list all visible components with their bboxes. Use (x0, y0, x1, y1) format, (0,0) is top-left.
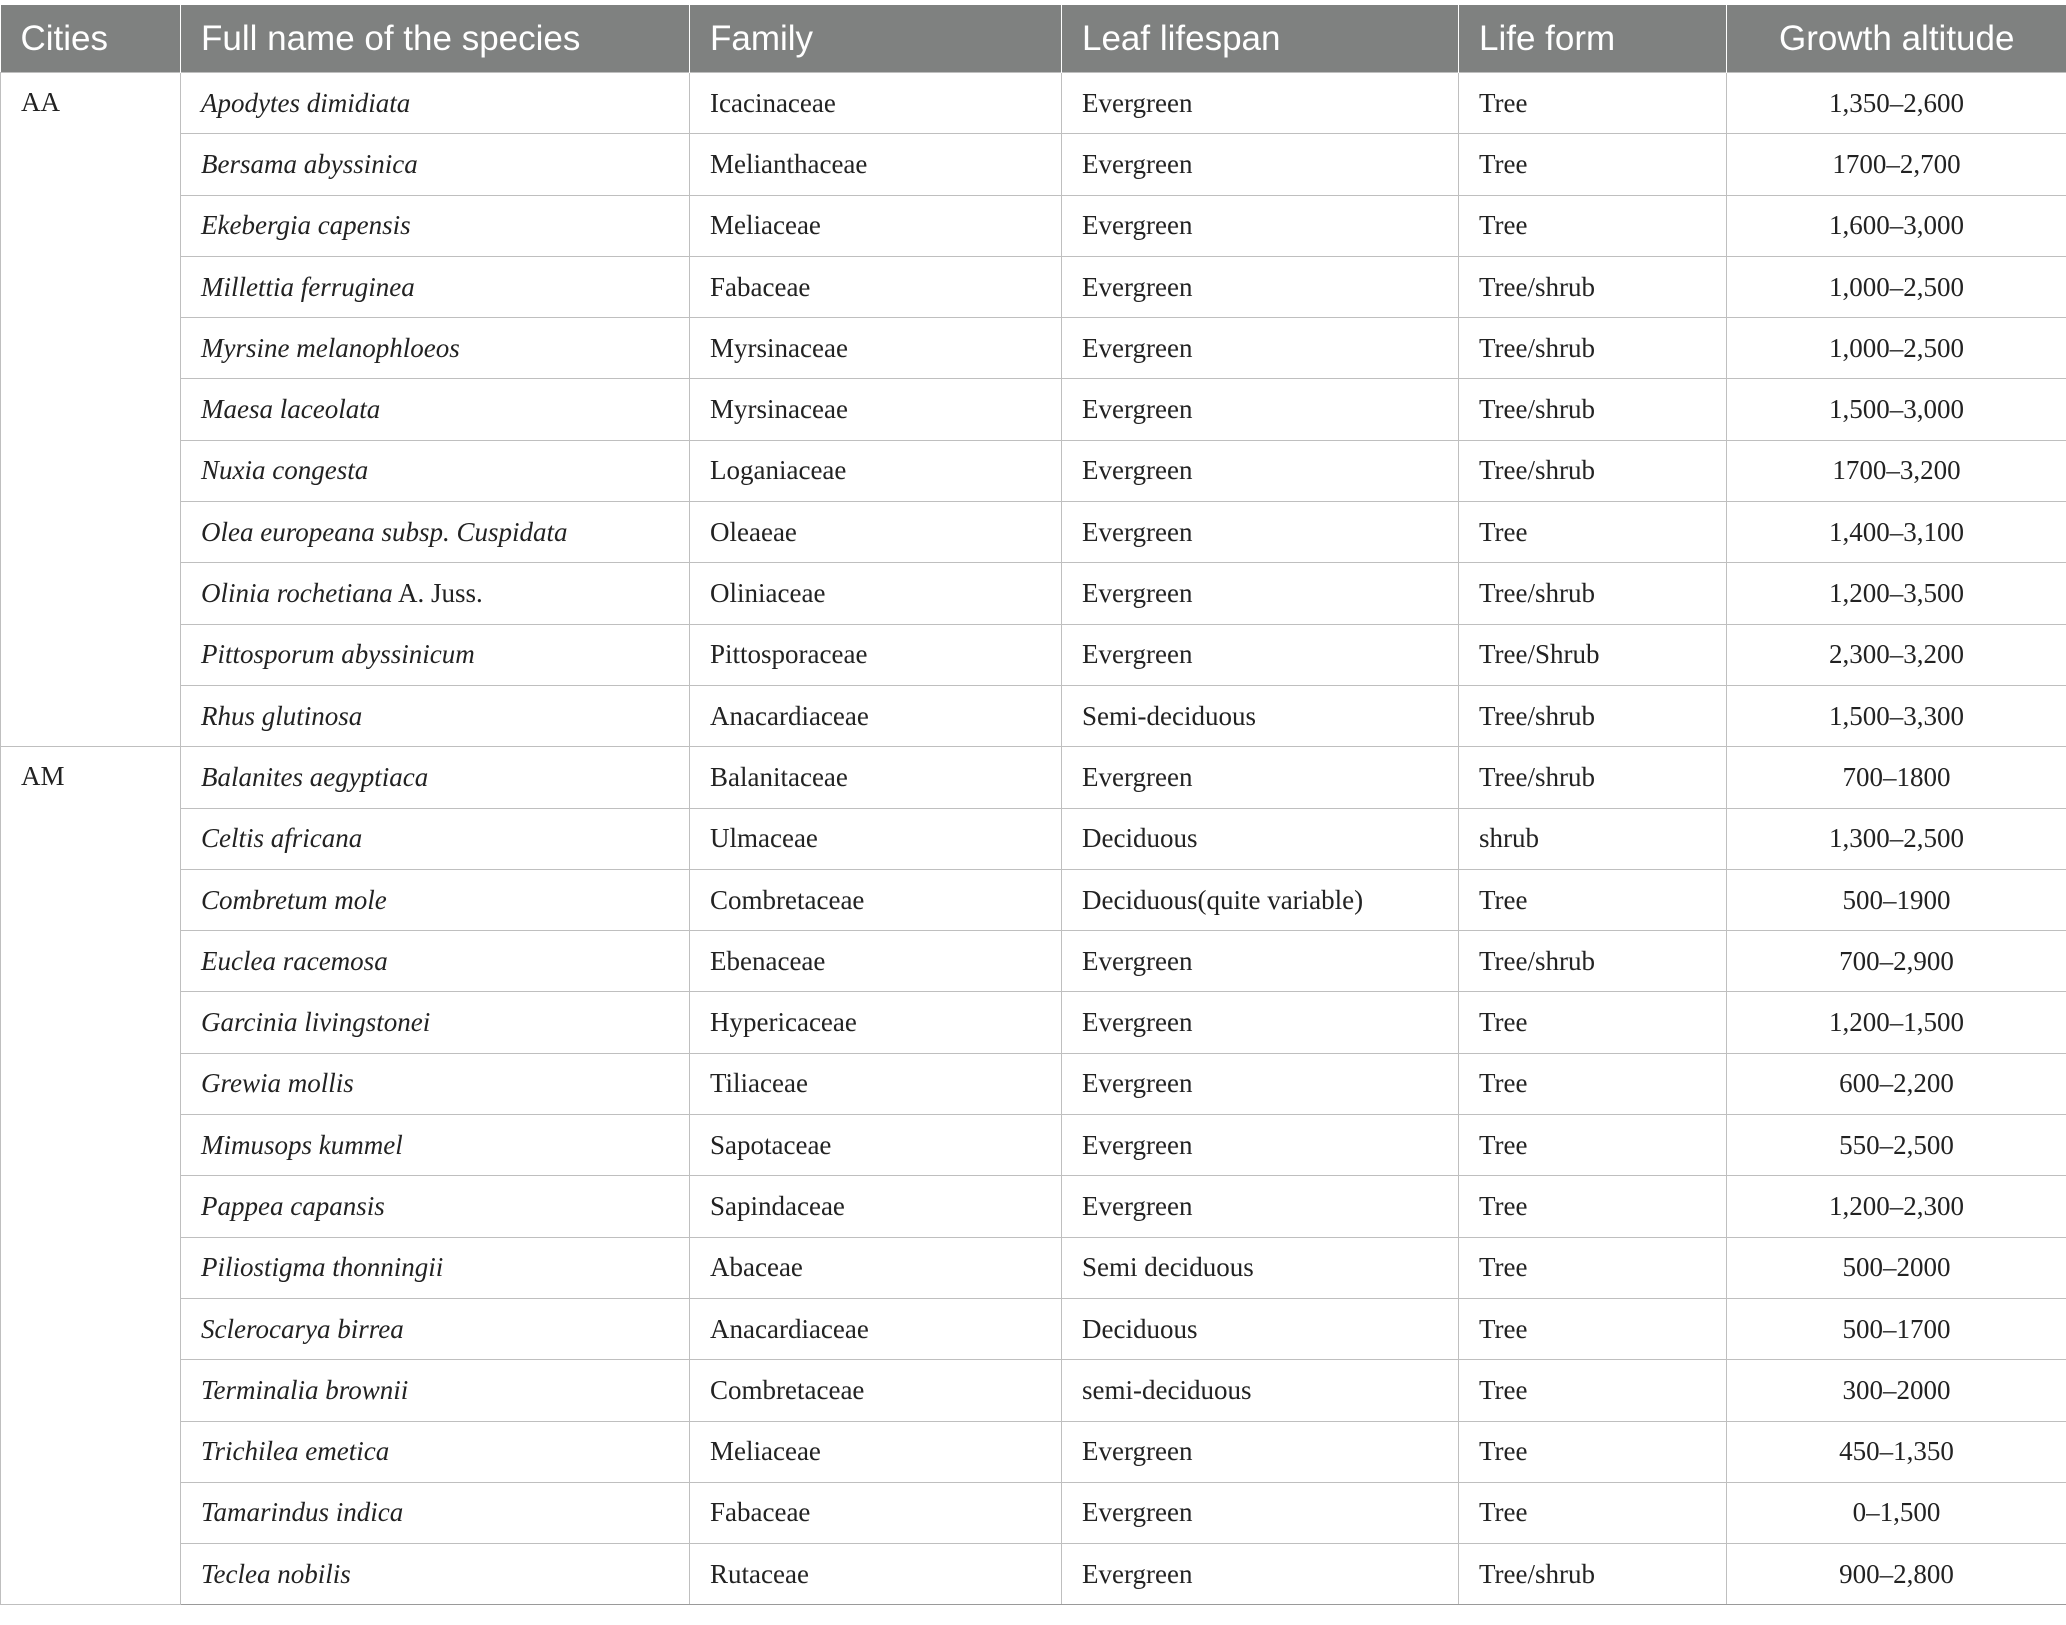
family-cell: Sapindaceae (690, 1176, 1062, 1237)
species-name: Rhus glutinosa (201, 700, 363, 731)
life-form-cell: Tree (1459, 502, 1727, 563)
species-cell (181, 931, 690, 992)
growth-altitude-cell: 450–1,350 (1727, 1421, 2066, 1482)
life-form-cell: Tree/shrub (1459, 1544, 1727, 1605)
table-row (1, 379, 2066, 440)
life-form-cell: Tree (1459, 1176, 1727, 1237)
table-row (1, 1053, 2066, 1114)
species-name: Ekebergia capensis (201, 210, 411, 241)
family-cell: Combretaceae (690, 1360, 1062, 1421)
species-cell (181, 134, 690, 195)
species-name: Piliostigma thonningii (201, 1252, 444, 1283)
family-cell: Ebenaceae (690, 931, 1062, 992)
species-name: Euclea racemosa (201, 945, 388, 976)
header-row (1, 5, 2066, 73)
life-form-cell: Tree/shrub (1459, 379, 1727, 440)
growth-altitude-cell: 1700–2,700 (1727, 134, 2066, 195)
table-row (1, 992, 2066, 1053)
life-form-cell: Tree (1459, 1053, 1727, 1114)
table-row (1, 134, 2066, 195)
table-row (1, 808, 2066, 869)
species-cell (181, 563, 690, 624)
leaf-lifespan-cell: Deciduous (1062, 1298, 1459, 1359)
family-cell: Ulmaceae (690, 808, 1062, 869)
family-cell: Tiliaceae (690, 1053, 1062, 1114)
family-cell: Myrsinaceae (690, 379, 1062, 440)
species-cell (181, 256, 690, 317)
growth-altitude-cell: 1,200–3,500 (1727, 563, 2066, 624)
species-cell (181, 1421, 690, 1482)
leaf-lifespan-cell: Evergreen (1062, 1115, 1459, 1176)
species-cell (181, 440, 690, 501)
species-name: Bersama abyssinica (201, 148, 418, 179)
species-cell (181, 1298, 690, 1359)
table-row (1, 195, 2066, 256)
life-form-cell: Tree/shrub (1459, 563, 1727, 624)
leaf-lifespan-cell: Evergreen (1062, 1176, 1459, 1237)
table-body (1, 73, 2066, 1605)
family-cell: Meliaceae (690, 1421, 1062, 1482)
leaf-lifespan-cell: Evergreen (1062, 992, 1459, 1053)
species-name: Millettia ferruginea (201, 271, 415, 302)
life-form-cell: Tree/Shrub (1459, 624, 1727, 685)
family-cell: Melianthaceae (690, 134, 1062, 195)
family-cell: Loganiaceae (690, 440, 1062, 501)
life-form-cell: Tree (1459, 1115, 1727, 1176)
header-species: Full name of the species (181, 5, 690, 73)
species-name: Apodytes dimidiata (201, 87, 411, 118)
growth-altitude-cell: 1,500–3,000 (1727, 379, 2066, 440)
species-cell (181, 318, 690, 379)
table-row (1, 563, 2066, 624)
species-cell (181, 379, 690, 440)
life-form-cell: Tree/shrub (1459, 931, 1727, 992)
table-row (1, 318, 2066, 379)
family-cell: Combretaceae (690, 869, 1062, 930)
table-row (1, 440, 2066, 501)
leaf-lifespan-cell: Evergreen (1062, 1421, 1459, 1482)
leaf-lifespan-cell: Evergreen (1062, 1053, 1459, 1114)
growth-altitude-cell: 1,200–2,300 (1727, 1176, 2066, 1237)
species-cell (181, 73, 690, 134)
family-cell: Oliniaceae (690, 563, 1062, 624)
table-row (1, 685, 2066, 746)
header-cities: Cities (1, 5, 181, 73)
leaf-lifespan-cell: Evergreen (1062, 256, 1459, 317)
leaf-lifespan-cell: Evergreen (1062, 624, 1459, 685)
species-name: Pappea capansis (201, 1190, 385, 1221)
species-cell (181, 869, 690, 930)
leaf-lifespan-cell: Evergreen (1062, 931, 1459, 992)
species-table (0, 5, 2066, 1605)
family-cell: Fabaceae (690, 256, 1062, 317)
life-form-cell: shrub (1459, 808, 1727, 869)
family-cell: Abaceae (690, 1237, 1062, 1298)
life-form-cell: Tree (1459, 1421, 1727, 1482)
species-cell (181, 685, 690, 746)
family-cell: Pittosporaceae (690, 624, 1062, 685)
family-cell: Oleaeae (690, 502, 1062, 563)
life-form-cell: Tree/shrub (1459, 747, 1727, 808)
life-form-cell: Tree (1459, 195, 1727, 256)
growth-altitude-cell: 500–1700 (1727, 1298, 2066, 1359)
life-form-cell: Tree (1459, 1237, 1727, 1298)
species-name: Mimusops kummel (201, 1129, 403, 1160)
life-form-cell: Tree (1459, 992, 1727, 1053)
species-cell (181, 747, 690, 808)
table-row (1, 869, 2066, 930)
species-cell (181, 624, 690, 685)
species-name: Tamarindus indica (201, 1497, 404, 1528)
family-cell: Fabaceae (690, 1482, 1062, 1543)
species-cell (181, 1115, 690, 1176)
leaf-lifespan-cell: Deciduous (1062, 808, 1459, 869)
family-cell: Balanitaceae (690, 747, 1062, 808)
life-form-cell: Tree/shrub (1459, 440, 1727, 501)
table-header (1, 5, 2066, 73)
growth-altitude-cell: 1,000–2,500 (1727, 318, 2066, 379)
life-form-cell: Tree/shrub (1459, 318, 1727, 379)
species-cell (181, 1544, 690, 1605)
table-row (1, 747, 2066, 808)
species-name: Maesa laceolata (201, 394, 381, 425)
leaf-lifespan-cell: Evergreen (1062, 440, 1459, 501)
species-name: Combretum mole (201, 884, 387, 915)
leaf-lifespan-cell: Semi deciduous (1062, 1237, 1459, 1298)
growth-altitude-cell: 700–2,900 (1727, 931, 2066, 992)
header-leaf-lifespan: Leaf lifespan (1062, 5, 1459, 73)
species-name: Teclea nobilis (201, 1558, 351, 1589)
table-row (1, 73, 2066, 134)
species-cell (181, 992, 690, 1053)
leaf-lifespan-cell: Evergreen (1062, 502, 1459, 563)
header-family: Family (690, 5, 1062, 73)
table-row (1, 931, 2066, 992)
species-cell (181, 1053, 690, 1114)
city-cell: AA (1, 73, 181, 747)
species-name: Terminalia brownii (201, 1374, 409, 1405)
life-form-cell: Tree/shrub (1459, 685, 1727, 746)
table-row (1, 1360, 2066, 1421)
growth-altitude-cell: 0–1,500 (1727, 1482, 2066, 1543)
table-row (1, 502, 2066, 563)
life-form-cell: Tree (1459, 1360, 1727, 1421)
species-name: Trichilea emetica (201, 1436, 390, 1467)
table-row (1, 1544, 2066, 1605)
family-cell: Anacardiaceae (690, 1298, 1062, 1359)
growth-altitude-cell: 1,350–2,600 (1727, 73, 2066, 134)
table-row (1, 1482, 2066, 1543)
family-cell: Anacardiaceae (690, 685, 1062, 746)
species-name: Celtis africana (201, 823, 363, 854)
table-row (1, 1421, 2066, 1482)
species-cell (181, 195, 690, 256)
family-cell: Myrsinaceae (690, 318, 1062, 379)
species-cell (181, 502, 690, 563)
growth-altitude-cell: 500–2000 (1727, 1237, 2066, 1298)
species-name: Sclerocarya birrea (201, 1313, 404, 1344)
life-form-cell: Tree (1459, 869, 1727, 930)
table-row (1, 1176, 2066, 1237)
growth-altitude-cell: 1700–3,200 (1727, 440, 2066, 501)
life-form-cell: Tree (1459, 73, 1727, 134)
growth-altitude-cell: 1,500–3,300 (1727, 685, 2066, 746)
species-name: Balanites aegyptiaca (201, 761, 429, 792)
species-cell (181, 808, 690, 869)
growth-altitude-cell: 900–2,800 (1727, 1544, 2066, 1605)
leaf-lifespan-cell: Evergreen (1062, 73, 1459, 134)
species-cell (181, 1176, 690, 1237)
species-name: Pittosporum abyssinicum (201, 639, 475, 670)
leaf-lifespan-cell: semi-deciduous (1062, 1360, 1459, 1421)
life-form-cell: Tree (1459, 134, 1727, 195)
species-name: Garcinia livingstonei (201, 1007, 431, 1038)
species-name: Olea europeana subsp. Cuspidata (201, 516, 568, 547)
growth-altitude-cell: 1,000–2,500 (1727, 256, 2066, 317)
table-row (1, 1298, 2066, 1359)
table-row (1, 624, 2066, 685)
growth-altitude-cell: 1,300–2,500 (1727, 808, 2066, 869)
species-name: Myrsine melanophloeos (201, 332, 460, 363)
table-row (1, 1115, 2066, 1176)
species-author: A. Juss. (392, 578, 483, 609)
header-life-form: Life form (1459, 5, 1727, 73)
leaf-lifespan-cell: Evergreen (1062, 379, 1459, 440)
leaf-lifespan-cell: Semi-deciduous (1062, 685, 1459, 746)
leaf-lifespan-cell: Evergreen (1062, 318, 1459, 379)
leaf-lifespan-cell: Evergreen (1062, 747, 1459, 808)
species-name: Olinia rochetiana (201, 578, 393, 609)
growth-altitude-cell: 1,400–3,100 (1727, 502, 2066, 563)
family-cell: Hypericaceae (690, 992, 1062, 1053)
life-form-cell: Tree (1459, 1298, 1727, 1359)
species-name: Grewia mollis (201, 1068, 354, 1099)
table-row (1, 1237, 2066, 1298)
growth-altitude-cell: 1,600–3,000 (1727, 195, 2066, 256)
growth-altitude-cell: 600–2,200 (1727, 1053, 2066, 1114)
growth-altitude-cell: 1,200–1,500 (1727, 992, 2066, 1053)
header-growth-altitude: Growth altitude (1727, 5, 2066, 73)
leaf-lifespan-cell: Evergreen (1062, 563, 1459, 624)
life-form-cell: Tree/shrub (1459, 256, 1727, 317)
leaf-lifespan-cell: Deciduous(quite variable) (1062, 869, 1459, 930)
growth-altitude-cell: 300–2000 (1727, 1360, 2066, 1421)
city-cell: AM (1, 747, 181, 1605)
growth-altitude-cell: 2,300–3,200 (1727, 624, 2066, 685)
species-name: Nuxia congesta (201, 455, 369, 486)
family-cell: Rutaceae (690, 1544, 1062, 1605)
family-cell: Icacinaceae (690, 73, 1062, 134)
family-cell: Meliaceae (690, 195, 1062, 256)
growth-altitude-cell: 550–2,500 (1727, 1115, 2066, 1176)
growth-altitude-cell: 500–1900 (1727, 869, 2066, 930)
leaf-lifespan-cell: Evergreen (1062, 1544, 1459, 1605)
species-cell (181, 1237, 690, 1298)
family-cell: Sapotaceae (690, 1115, 1062, 1176)
life-form-cell: Tree (1459, 1482, 1727, 1543)
leaf-lifespan-cell: Evergreen (1062, 134, 1459, 195)
species-cell (181, 1482, 690, 1543)
growth-altitude-cell: 700–1800 (1727, 747, 2066, 808)
table-row (1, 256, 2066, 317)
leaf-lifespan-cell: Evergreen (1062, 1482, 1459, 1543)
species-cell (181, 1360, 690, 1421)
leaf-lifespan-cell: Evergreen (1062, 195, 1459, 256)
